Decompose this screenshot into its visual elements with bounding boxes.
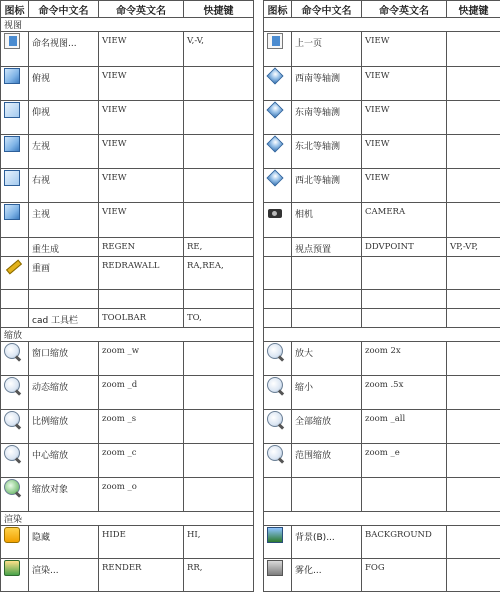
column-gap [254, 444, 264, 478]
icon-cell [264, 169, 292, 203]
column-gap [254, 290, 264, 309]
zoom-in-icon [267, 343, 283, 359]
command-en-name: FOG [362, 559, 447, 592]
command-shortcut [447, 376, 500, 410]
command-zh-name [292, 478, 362, 512]
icon-cell [264, 410, 292, 444]
command-en-name: zoom 2x [362, 342, 447, 376]
column-gap [254, 559, 264, 592]
command-shortcut [447, 342, 500, 376]
zoom-all-icon [267, 411, 283, 427]
left-view-icon [4, 136, 20, 152]
command-zh-name: 西南等轴测 [292, 67, 362, 101]
zoom-object-icon [4, 479, 20, 495]
command-en-name: TOOLBAR [99, 309, 184, 328]
command-shortcut [447, 559, 500, 592]
section-row-view [1, 18, 500, 32]
command-en-name [362, 290, 447, 309]
command-zh-name [292, 290, 362, 309]
command-shortcut [447, 478, 500, 512]
icon-cell [264, 559, 292, 592]
command-shortcut [447, 526, 500, 559]
command-zh-name: 俯视 [29, 67, 99, 101]
table-row [1, 342, 500, 376]
command-shortcut [184, 444, 254, 478]
column-gap [254, 101, 264, 135]
command-zh-name: cad 工具栏 [29, 309, 99, 328]
command-zh-name [292, 309, 362, 328]
command-shortcut: RA,REA, [184, 257, 254, 290]
zoom-window-icon [4, 343, 20, 359]
command-zh-name: 范围缩放 [292, 444, 362, 478]
fog-icon [267, 560, 283, 576]
command-zh-name: 缩放对象 [29, 478, 99, 512]
command-zh-name: 动态缩放 [29, 376, 99, 410]
command-zh-name: 比例缩放 [29, 410, 99, 444]
command-shortcut [184, 169, 254, 203]
command-en-name: DDVPOINT [362, 238, 447, 257]
icon-cell [264, 376, 292, 410]
command-en-name: zoom _d [99, 376, 184, 410]
table-row [1, 478, 500, 512]
command-zh-name: 相机 [292, 203, 362, 238]
icon-cell [1, 478, 29, 512]
command-shortcut [447, 410, 500, 444]
command-shortcut [184, 67, 254, 101]
command-shortcut [447, 169, 500, 203]
command-shortcut [184, 376, 254, 410]
command-shortcut: VP,-VP, [447, 238, 500, 257]
command-en-name: CAMERA [362, 203, 447, 238]
icon-cell [264, 478, 292, 512]
command-en-name: RENDER [99, 559, 184, 592]
icon-cell [1, 101, 29, 135]
command-zh-name: 左视 [29, 135, 99, 169]
header-zh: 命令中文名 [292, 1, 362, 18]
command-zh-name: 渲染... [29, 559, 99, 592]
command-shortcut: HI, [184, 526, 254, 559]
header-en: 命令英文名 [362, 1, 447, 18]
column-gap [254, 512, 264, 526]
icon-cell [1, 238, 29, 257]
icon-cell [1, 376, 29, 410]
command-shortcut [184, 342, 254, 376]
command-shortcut [447, 203, 500, 238]
command-en-name: VIEW [99, 32, 184, 67]
column-gap [254, 32, 264, 67]
named-view-icon [4, 33, 20, 49]
zoom-out-icon [267, 377, 283, 393]
command-zh-name [292, 257, 362, 290]
header-icon: 图标 [264, 1, 292, 18]
icon-cell [264, 526, 292, 559]
table-row [1, 410, 500, 444]
command-en-name: zoom _all [362, 410, 447, 444]
table-row [1, 309, 500, 328]
command-shortcut [184, 410, 254, 444]
command-shortcut [447, 101, 500, 135]
command-zh-name: 视点预置 [292, 238, 362, 257]
command-zh-name: 仰视 [29, 101, 99, 135]
column-gap [254, 169, 264, 203]
command-shortcut [184, 101, 254, 135]
icon-cell [1, 67, 29, 101]
section-blank [264, 512, 500, 526]
nw-iso-icon [267, 170, 284, 187]
section-title: 渲染 [1, 512, 254, 526]
command-en-name: VIEW [362, 169, 447, 203]
command-en-name: VIEW [99, 135, 184, 169]
table-row [1, 169, 500, 203]
background-icon [267, 527, 283, 543]
table-row [1, 238, 500, 257]
icon-cell [264, 203, 292, 238]
command-en-name: VIEW [362, 135, 447, 169]
icon-cell [1, 309, 29, 328]
column-gap [254, 257, 264, 290]
command-zh-name: 命名视图... [29, 32, 99, 67]
column-gap [254, 18, 264, 32]
redraw-icon [4, 258, 20, 274]
icon-cell [264, 238, 292, 257]
command-en-name: zoom _w [99, 342, 184, 376]
table-row [1, 290, 500, 309]
previous-page-icon [267, 33, 283, 49]
sw-iso-icon [267, 68, 284, 85]
icon-cell [1, 526, 29, 559]
command-shortcut: TO, [184, 309, 254, 328]
command-en-name [362, 309, 447, 328]
icon-cell [1, 257, 29, 290]
command-zh-name: 东北等轴测 [292, 135, 362, 169]
icon-cell [264, 101, 292, 135]
bottom-view-icon [4, 102, 20, 118]
render-icon [4, 560, 20, 576]
command-en-name [99, 290, 184, 309]
icon-cell [264, 67, 292, 101]
command-zh-name: 东南等轴测 [292, 101, 362, 135]
command-shortcut [184, 203, 254, 238]
section-title: 缩放 [1, 328, 254, 342]
top-view-icon [4, 68, 20, 84]
section-blank [264, 18, 500, 32]
column-gap [254, 135, 264, 169]
command-shortcut [447, 309, 500, 328]
command-shortcut: RR, [184, 559, 254, 592]
command-zh-name: 全部缩放 [292, 410, 362, 444]
command-shortcut [184, 478, 254, 512]
icon-cell [1, 559, 29, 592]
table-row [1, 526, 500, 559]
column-gap [254, 203, 264, 238]
header-key: 快捷键 [447, 1, 500, 18]
column-gap [254, 410, 264, 444]
table-row [1, 67, 500, 101]
command-en-name: VIEW [99, 169, 184, 203]
icon-cell [264, 342, 292, 376]
command-zh-name: 西北等轴测 [292, 169, 362, 203]
command-en-name: VIEW [362, 67, 447, 101]
icon-cell [1, 169, 29, 203]
column-gap [254, 526, 264, 559]
table-row [1, 203, 500, 238]
command-shortcut: V,-V, [184, 32, 254, 67]
command-zh-name: 主视 [29, 203, 99, 238]
section-blank [264, 328, 500, 342]
command-en-name: HIDE [99, 526, 184, 559]
section-row-render [1, 512, 500, 526]
column-gap [254, 342, 264, 376]
zoom-extents-icon [267, 445, 283, 461]
icon-cell [1, 342, 29, 376]
zoom-center-icon [4, 445, 20, 461]
command-zh-name: 重生成 [29, 238, 99, 257]
section-row-zoom [1, 328, 500, 342]
command-en-name: zoom _s [99, 410, 184, 444]
header-zh: 命令中文名 [29, 1, 99, 18]
command-zh-name [29, 290, 99, 309]
command-shortcut [447, 135, 500, 169]
zoom-scale-icon [4, 411, 20, 427]
header-icon: 图标 [1, 1, 29, 18]
icon-cell [1, 135, 29, 169]
command-zh-name: 雾化... [292, 559, 362, 592]
command-zh-name: 放大 [292, 342, 362, 376]
icon-cell [264, 309, 292, 328]
command-en-name: zoom _o [99, 478, 184, 512]
command-shortcut [447, 67, 500, 101]
column-gap [254, 376, 264, 410]
command-en-name: VIEW [99, 203, 184, 238]
header-key: 快捷键 [184, 1, 254, 18]
command-en-name: VIEW [362, 101, 447, 135]
command-zh-name: 右视 [29, 169, 99, 203]
command-zh-name: 重画 [29, 257, 99, 290]
command-shortcut [184, 135, 254, 169]
icon-cell [264, 32, 292, 67]
hide-icon [4, 527, 20, 543]
header-en: 命令英文名 [99, 1, 184, 18]
command-en-name: REGEN [99, 238, 184, 257]
command-en-name: zoom _c [99, 444, 184, 478]
command-shortcut [447, 32, 500, 67]
se-iso-icon [267, 102, 284, 119]
command-zh-name: 缩小 [292, 376, 362, 410]
icon-cell [264, 257, 292, 290]
icon-cell [264, 444, 292, 478]
command-en-name: zoom _e [362, 444, 447, 478]
command-en-name: VIEW [99, 101, 184, 135]
table-row [1, 135, 500, 169]
icon-cell [1, 32, 29, 67]
command-en-name: VIEW [99, 67, 184, 101]
icon-cell [264, 290, 292, 309]
ne-iso-icon [267, 136, 284, 153]
icon-cell [1, 203, 29, 238]
command-shortcut [184, 290, 254, 309]
command-zh-name: 窗口缩放 [29, 342, 99, 376]
command-shortcut [447, 290, 500, 309]
camera-icon [267, 204, 283, 220]
icon-cell [1, 444, 29, 478]
command-en-name: REDRAWALL [99, 257, 184, 290]
command-en-name [362, 478, 447, 512]
table-row [1, 559, 500, 592]
icon-cell [264, 135, 292, 169]
command-zh-name: 隐藏 [29, 526, 99, 559]
column-gap [254, 1, 264, 18]
column-gap [254, 238, 264, 257]
section-title: 视图 [1, 18, 254, 32]
column-gap [254, 67, 264, 101]
command-en-name: VIEW [362, 32, 447, 67]
table-row [1, 444, 500, 478]
header-row [1, 1, 500, 18]
zoom-dynamic-icon [4, 377, 20, 393]
table-row [1, 101, 500, 135]
command-en-name: zoom .5x [362, 376, 447, 410]
icon-cell [1, 290, 29, 309]
column-gap [254, 478, 264, 512]
table-row [1, 376, 500, 410]
command-shortcut: RE, [184, 238, 254, 257]
command-shortcut [447, 444, 500, 478]
command-zh-name: 中心缩放 [29, 444, 99, 478]
command-en-name: BACKGROUND [362, 526, 447, 559]
icon-cell [1, 410, 29, 444]
command-shortcut [447, 257, 500, 290]
command-en-name [362, 257, 447, 290]
column-gap [254, 328, 264, 342]
command-zh-name: 上一页 [292, 32, 362, 67]
right-view-icon [4, 170, 20, 186]
command-zh-name: 背景(B)... [292, 526, 362, 559]
front-view-icon [4, 204, 20, 220]
table-row [1, 32, 500, 67]
column-gap [254, 309, 264, 328]
table-row [1, 257, 500, 290]
